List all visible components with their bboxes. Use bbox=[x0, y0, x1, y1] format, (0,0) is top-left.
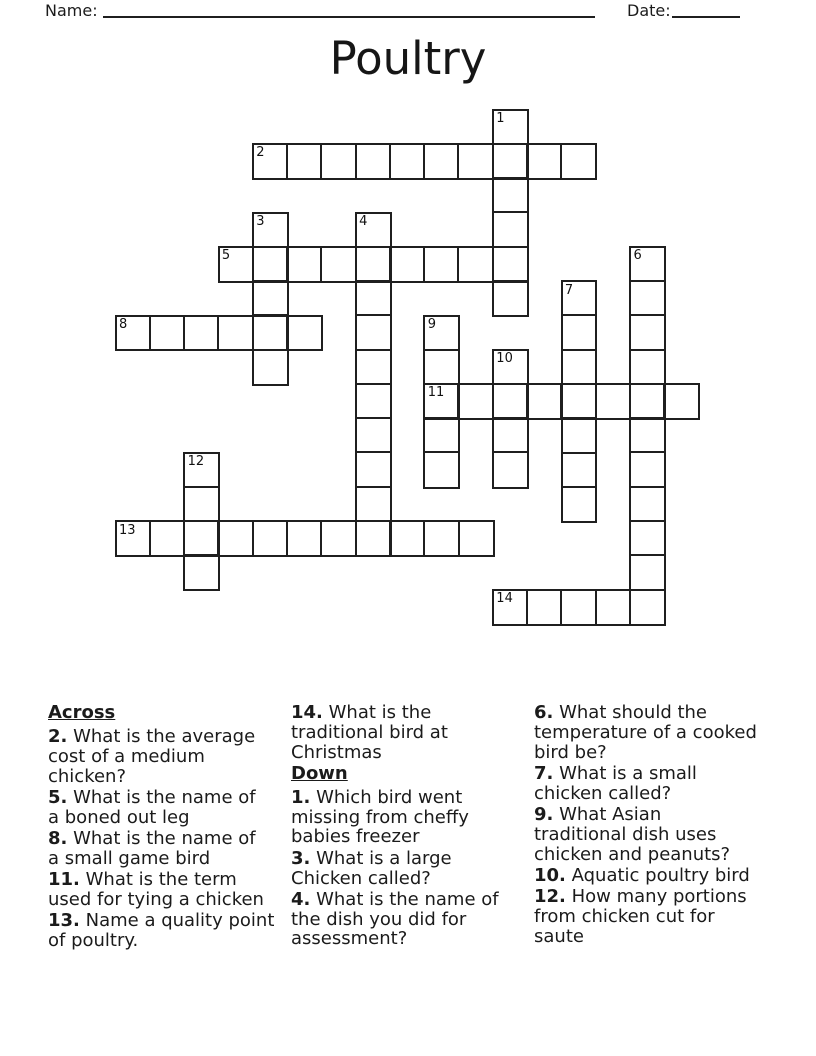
cell-separator bbox=[630, 554, 665, 556]
cell-separator bbox=[595, 384, 597, 419]
cell-number-11: 11 bbox=[427, 385, 445, 401]
clue-number: 2. bbox=[48, 726, 68, 747]
cell-number-1: 1 bbox=[496, 111, 505, 126]
cell-separator bbox=[217, 521, 219, 556]
cell-separator bbox=[356, 417, 391, 419]
cell-number-13: 13 bbox=[119, 522, 136, 538]
cell-number-10: 10 bbox=[496, 351, 513, 367]
clue-8: 8. What is the name of a small game bird bbox=[48, 827, 256, 869]
word-14-across bbox=[492, 589, 666, 626]
cell-separator bbox=[389, 144, 391, 179]
cell-number-5: 5 bbox=[221, 248, 231, 264]
cell-separator bbox=[629, 384, 631, 419]
clue-number: 7. bbox=[534, 762, 554, 784]
cell-separator bbox=[252, 247, 254, 282]
cell-separator bbox=[355, 247, 357, 282]
cell-separator bbox=[183, 521, 185, 556]
cell-number-9: 9 bbox=[427, 316, 436, 332]
cell-number-14: 14 bbox=[496, 591, 513, 607]
cell-separator bbox=[389, 521, 391, 556]
cell-separator bbox=[630, 314, 665, 316]
word-5-across bbox=[218, 246, 529, 283]
cell-separator bbox=[389, 247, 391, 282]
cell-separator bbox=[424, 349, 459, 351]
cell-separator bbox=[630, 520, 665, 522]
clue-number: 6. bbox=[534, 702, 554, 723]
word-6-down bbox=[629, 246, 666, 626]
clue-column-2 bbox=[291, 703, 539, 951]
cell-separator bbox=[663, 384, 665, 419]
cell-separator bbox=[252, 316, 254, 351]
cell-number-4: 4 bbox=[359, 213, 368, 229]
clue-number: 4. bbox=[291, 888, 311, 910]
word-8-across bbox=[115, 315, 323, 352]
clue-2: 2. What is the average cost of a medium chicken? bbox=[48, 726, 256, 787]
clue-12: 12. How many portions from chicken cut for saute bbox=[534, 886, 747, 947]
cell-number-8: 8 bbox=[119, 316, 128, 332]
cell-separator bbox=[526, 384, 528, 419]
clue-number: 9. bbox=[534, 803, 554, 825]
cell-separator bbox=[320, 144, 322, 179]
cell-separator bbox=[562, 314, 597, 316]
cell-separator bbox=[492, 384, 494, 419]
clue-7: 7. What is a small chicken called? bbox=[534, 762, 697, 804]
cell-separator bbox=[184, 486, 219, 488]
cell-separator bbox=[630, 486, 665, 488]
cell-separator bbox=[560, 590, 562, 625]
cell-separator bbox=[560, 384, 562, 419]
cell-separator bbox=[423, 247, 425, 282]
clue-5: 5. What is the name of a boned out leg bbox=[48, 786, 256, 828]
cell-separator bbox=[457, 247, 459, 282]
clue-6: 6. What should the temperature of a cooked bird be? bbox=[534, 702, 757, 763]
clue-14: 14. What is the traditional bird at Christmas bbox=[291, 702, 448, 763]
cell-separator bbox=[423, 521, 425, 556]
clue-column-1 bbox=[48, 703, 296, 952]
clue-11: 11. What is the term used for tying a chicken bbox=[48, 869, 264, 910]
cell-separator bbox=[320, 521, 322, 556]
cell-number-3: 3 bbox=[256, 213, 265, 229]
cell-number-2: 2 bbox=[256, 145, 265, 161]
clue-number: 11. bbox=[48, 869, 80, 891]
date-label: Date: bbox=[627, 1, 671, 20]
clue-number: 14. bbox=[291, 702, 323, 723]
clue-number: 5. bbox=[48, 786, 68, 808]
clue-number: 8. bbox=[48, 827, 68, 849]
cell-separator bbox=[356, 451, 391, 453]
cell-separator bbox=[286, 521, 288, 556]
cell-separator bbox=[629, 590, 631, 625]
clue-number: 12. bbox=[534, 886, 566, 908]
cell-separator bbox=[320, 247, 322, 282]
puzzle-title: Poultry bbox=[329, 32, 487, 85]
cell-separator bbox=[457, 144, 459, 179]
cell-separator bbox=[424, 451, 459, 453]
cell-separator bbox=[493, 211, 528, 213]
cell-separator bbox=[492, 144, 494, 179]
across-header: Across bbox=[48, 702, 116, 723]
cell-number-12: 12 bbox=[187, 454, 205, 469]
clue-1: 1. Which bird went missing from cheffy babies freezer bbox=[291, 786, 469, 848]
cell-separator bbox=[526, 590, 528, 625]
clue-column-3 bbox=[534, 703, 782, 948]
cell-separator bbox=[562, 349, 597, 351]
clue-10: 10. Aquatic poultry bird bbox=[534, 864, 750, 886]
cell-separator bbox=[562, 486, 597, 488]
cell-separator bbox=[630, 451, 665, 453]
word-11-across bbox=[423, 383, 700, 420]
word-3-down bbox=[252, 212, 289, 386]
clue-9: 9. What Asian traditional dish uses chicken and peanuts? bbox=[534, 803, 731, 865]
cell-separator bbox=[356, 349, 391, 351]
cell-separator bbox=[595, 590, 597, 625]
cell-separator bbox=[149, 316, 151, 351]
word-1-down bbox=[492, 109, 529, 317]
clue-13: 13. Name a quality point of poultry. bbox=[48, 910, 275, 951]
down-header: Down bbox=[291, 762, 348, 784]
cell-separator bbox=[356, 314, 391, 316]
cell-separator bbox=[492, 247, 494, 282]
cell-separator bbox=[286, 247, 288, 282]
word-13-across bbox=[115, 520, 495, 557]
cell-separator bbox=[526, 144, 528, 179]
cell-separator bbox=[149, 521, 151, 556]
clue-number: 13. bbox=[48, 910, 80, 932]
cell-separator bbox=[355, 521, 357, 556]
cell-separator bbox=[457, 384, 459, 419]
cell-separator bbox=[355, 144, 357, 179]
cell-separator bbox=[286, 144, 288, 179]
cell-separator bbox=[423, 144, 425, 179]
cell-separator bbox=[493, 451, 528, 453]
cell-number-7: 7 bbox=[564, 282, 574, 298]
name-label: Name: bbox=[45, 1, 98, 20]
cell-separator bbox=[217, 316, 219, 351]
cell-separator bbox=[630, 349, 665, 351]
cell-separator bbox=[252, 521, 254, 556]
clue-4: 4. What is the name of the dish you did for assessment? bbox=[291, 888, 499, 950]
cell-separator bbox=[562, 452, 597, 454]
cell-number-6: 6 bbox=[633, 248, 642, 264]
cell-separator bbox=[183, 316, 185, 351]
clue-number: 1. bbox=[291, 786, 311, 808]
clue-3: 3. What is a large Chicken called? bbox=[291, 847, 452, 889]
cell-separator bbox=[356, 486, 391, 488]
cell-separator bbox=[458, 521, 460, 556]
cell-separator bbox=[630, 280, 665, 282]
clue-number: 3. bbox=[291, 847, 311, 869]
cell-separator bbox=[356, 383, 391, 385]
cell-separator bbox=[286, 316, 288, 351]
cell-separator bbox=[560, 144, 562, 179]
clue-number: 10. bbox=[534, 864, 566, 886]
word-2-across bbox=[252, 143, 598, 180]
